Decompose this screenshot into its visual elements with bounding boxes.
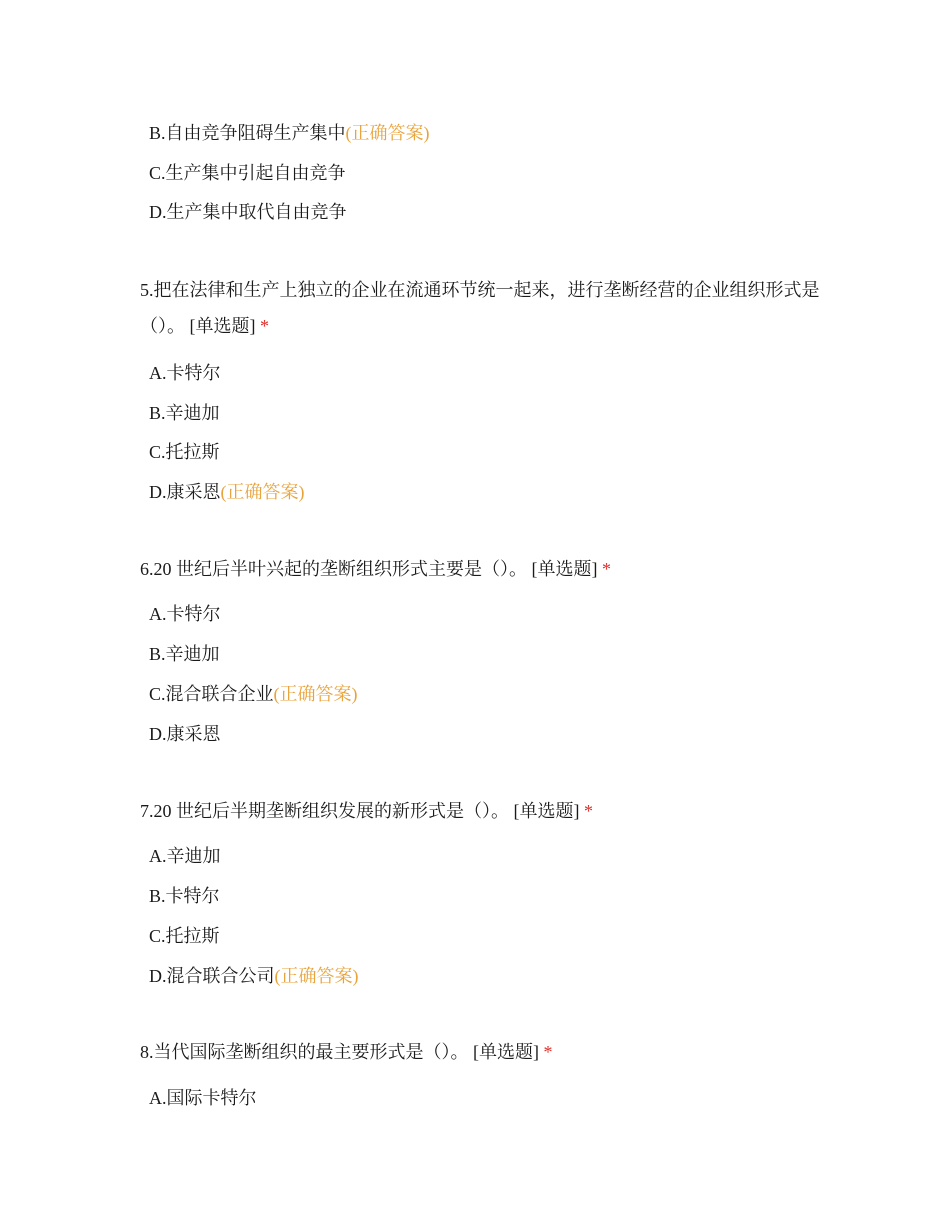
option-text: A.国际卡特尔 [149, 1088, 257, 1108]
q4-option-b [149, 121, 430, 145]
question-type: [单选题] [189, 316, 256, 336]
option-text: C.生产集中引起自由竞争 [149, 163, 346, 183]
q7-option-a [149, 844, 221, 868]
question-type: [单选题] [531, 559, 598, 579]
q5-option-a [149, 361, 221, 385]
option-text: D.生产集中取代自由竞争 [149, 202, 347, 222]
q8-option-a [149, 1086, 257, 1110]
question-type: [单选题] [513, 801, 580, 821]
option-text: D.混合联合公司 [149, 966, 275, 986]
question-7 [140, 793, 820, 829]
correct-answer-marker: (正确答案) [273, 684, 358, 704]
q6-option-b [149, 642, 220, 666]
option-text: C.托拉斯 [149, 442, 220, 462]
correct-answer-marker: (正确答案) [274, 966, 359, 986]
q5-option-b [149, 401, 220, 425]
option-text: C.混合联合企业 [149, 684, 274, 704]
q4-option-c [149, 161, 346, 185]
option-text: A.卡特尔 [149, 363, 221, 383]
q6-option-c [149, 682, 358, 706]
required-star: * [602, 559, 611, 579]
option-text: A.卡特尔 [149, 604, 221, 624]
q5-option-c [149, 440, 220, 464]
required-star: * [584, 801, 593, 821]
question-text: 5.把在法律和生产上独立的企业在流通环节统一起来，进行垄断经营的企业组织形式是（）。 [140, 280, 820, 336]
question-text: 7.20 世纪后半期垄断组织发展的新形式是（）。 [140, 801, 509, 821]
question-6 [140, 551, 820, 587]
question-text: 6.20 世纪后半叶兴起的垄断组织形式主要是（）。 [140, 559, 527, 579]
option-text: A.辛迪加 [149, 846, 221, 866]
q6-option-d [149, 722, 221, 746]
q4-option-d [149, 200, 347, 224]
correct-answer-marker: (正确答案) [345, 123, 430, 143]
q6-option-a [149, 602, 221, 626]
option-text: B.辛迪加 [149, 403, 220, 423]
required-star: * [260, 316, 269, 336]
question-type: [单选题] [473, 1042, 539, 1062]
q7-option-c [149, 924, 220, 948]
correct-answer-marker: (正确答案) [220, 482, 305, 502]
required-star: * [543, 1042, 553, 1062]
option-text: B.卡特尔 [149, 886, 220, 906]
question-8 [140, 1034, 820, 1070]
option-text: D.康采恩 [149, 482, 221, 502]
option-text: B.辛迪加 [149, 644, 220, 664]
question-text: 8.当代国际垄断组织的最主要形式是（）。 [140, 1042, 469, 1062]
q5-option-d [149, 480, 305, 504]
q7-option-b [149, 884, 220, 908]
option-text: B.自由竞争阻碍生产集中 [149, 123, 346, 143]
question-5 [140, 272, 820, 344]
option-text: C.托拉斯 [149, 926, 220, 946]
option-text: D.康采恩 [149, 724, 221, 744]
q7-option-d [149, 964, 359, 988]
